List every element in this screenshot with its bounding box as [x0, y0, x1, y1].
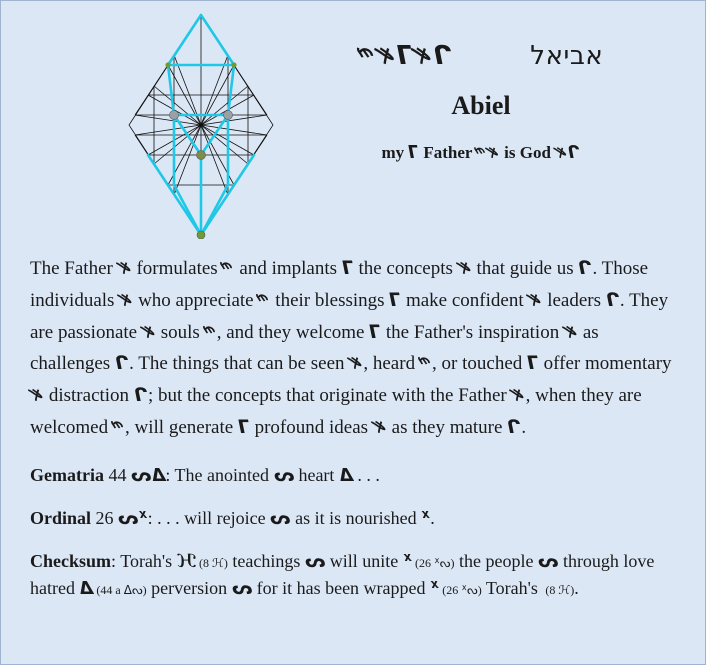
glyph-bet: ᒣ [369, 320, 382, 343]
meaning-pre: my [381, 142, 409, 162]
text-frag: . [521, 416, 527, 438]
text-frag: souls [155, 321, 205, 343]
glyph-dalet: ᐃ [338, 464, 353, 486]
text-frag: . . . [352, 464, 380, 485]
text-frag: their blessings [270, 289, 390, 311]
glyph-shin: ᔓ [537, 550, 559, 572]
text-frag: that guide us [471, 258, 579, 279]
glyph-lamed: ᒉ [578, 257, 593, 279]
tree-of-life-diagram [121, 11, 281, 239]
glyph-yod: 𐤉 [419, 352, 433, 375]
glyph-alef: 𐤀 [528, 288, 543, 311]
text-frag: for it has been wrapped [252, 577, 431, 598]
text-frag: , will generate [125, 416, 238, 438]
text-frag: formulates [131, 258, 223, 279]
checksum-note-5-text: (8 ℋ) [545, 582, 575, 597]
text-frag: as it is nourished [290, 507, 422, 528]
glyph-alef: 𐤀 [30, 384, 45, 407]
text-frag: , and they welcome [216, 321, 370, 343]
glyph-shin: ᔓ [304, 550, 326, 572]
text-frag: offer momentary [538, 353, 672, 375]
text-frag: . [430, 507, 435, 528]
text-frag: . Those individuals [30, 258, 649, 311]
text-frag: the Father's inspiration [381, 321, 564, 343]
text-frag: ; but the concepts that originate with the Father [147, 385, 512, 407]
glyph-yod: 𐤉 [204, 320, 217, 343]
page-title: Abiel [451, 90, 511, 120]
text-frag: . They are passionate [30, 289, 669, 343]
text-frag: distraction [44, 385, 134, 407]
text-frag: : [165, 464, 175, 485]
title-block [271, 41, 691, 163]
checksum-line [30, 548, 680, 602]
glyph-lamed: ᒉ [133, 384, 148, 407]
text-frag: . . . will rejoice [157, 507, 271, 528]
text-frag: . The things that can be seen [129, 353, 350, 375]
checksum-note-4-text: (26 ᕁᔓ) [442, 582, 482, 597]
text-frag: , when they are welcomed [30, 385, 642, 438]
text-frag: as they mature [386, 416, 508, 438]
name-paleo-hebrew: ᒉ𐤀ᒣ𐤉𐤀 [358, 41, 453, 71]
ordinal-glyphs: ᕁᔓ [118, 507, 148, 529]
glyph-yod: 𐤉 [258, 288, 271, 311]
text-frag: the concepts [353, 258, 458, 279]
text-frag: Torah's [481, 577, 543, 598]
text-frag: will unite [325, 550, 403, 571]
checksum-note-1-text: (8 ℋ) [199, 555, 228, 570]
main-paragraph [30, 253, 680, 444]
name-hebrew: אביאל [530, 41, 604, 71]
glyph-lamed: ᒉ [605, 288, 620, 311]
glyph-alef: 𐤀 [119, 288, 134, 311]
gematria-value: 44 [108, 464, 127, 485]
checksum-note-3-text: (44 a ᐃᔓ) [96, 582, 147, 597]
glyph-alef: 𐤀 [117, 257, 132, 279]
glyph-alef: 𐤀 [141, 320, 156, 343]
glyph-bet: ᒣ [389, 288, 402, 311]
ordinal-label: Ordinal [30, 507, 92, 528]
glyph-het: ℋ [176, 550, 196, 572]
text-frag: and implants [234, 258, 342, 279]
checksum-note-2-text: (26 ᕁᔓ) [414, 555, 455, 570]
text-frag: : [147, 507, 158, 528]
glyph-bet: ᒣ [527, 352, 539, 375]
meaning-mid-1: Father [419, 142, 477, 162]
glyph-shin: ᔓ [270, 507, 291, 529]
body-text [30, 253, 680, 618]
text-frag: teachings [227, 550, 305, 571]
glyph-tav: ᕁ [430, 577, 440, 599]
text-frag: heart [293, 464, 339, 485]
glyph-shin: ᔓ [273, 464, 294, 486]
text-frag: the people [454, 550, 538, 571]
glyph-bet: ᒣ [237, 415, 250, 438]
text-frag: make confident [401, 289, 529, 311]
ordinal-value: 26 [95, 507, 114, 528]
name-line [271, 41, 691, 71]
glyph-yod: 𐤉 [222, 257, 235, 279]
glyph-alef: 𐤀 [349, 352, 364, 375]
glyph-shin: ᔓ [231, 577, 253, 599]
meaning-glyph-3: ᒉ𐤀 [555, 142, 581, 163]
ordinal-line [30, 505, 680, 532]
glyph-alef: 𐤀 [563, 320, 579, 343]
meaning-glyph-2: 𐤉𐤀 [476, 142, 500, 163]
text-frag: who appreciate [133, 289, 259, 311]
text-frag: , or touched [432, 353, 528, 375]
glyph-alef: 𐤀 [372, 415, 387, 438]
gematria-line [30, 462, 680, 489]
text-frag: : [111, 550, 121, 571]
glyph-tav: ᕁ [421, 507, 431, 529]
glyph-alef: 𐤀 [457, 257, 472, 279]
glyph-lamed: ᒉ [507, 415, 522, 438]
glyph-yod: 𐤉 [112, 415, 126, 438]
glyph-dalet: ᐃ [79, 577, 94, 599]
checksum-label: Checksum [30, 550, 112, 571]
text-frag: Torah's [120, 550, 177, 571]
text-frag: profound ideas [249, 416, 373, 438]
gematria-glyphs: ᐃᔓ [130, 464, 166, 486]
tree-diagram-svg [121, 11, 281, 239]
gematria-label: Gematria [30, 464, 104, 485]
glyph-alef: 𐤀 [511, 384, 526, 407]
meaning-glyph-1: ᒣ [408, 142, 420, 163]
text-frag: The Father [30, 258, 118, 279]
text-frag: leaders [542, 289, 606, 311]
text-frag: The anointed [174, 464, 274, 485]
text-frag: perversion [146, 577, 232, 598]
meaning-mid-2: is God [499, 142, 556, 162]
glyph-bet: ᒣ [341, 257, 354, 279]
name-meaning [271, 143, 691, 163]
text-frag: . [574, 577, 579, 598]
text-frag: as challenges [30, 321, 599, 375]
text-frag: , heard [363, 353, 420, 375]
header-section [1, 1, 705, 239]
glyph-lamed: ᒉ [114, 352, 130, 375]
glyph-tav: ᕁ [402, 550, 412, 572]
text-frag: through love hatred [30, 550, 655, 598]
